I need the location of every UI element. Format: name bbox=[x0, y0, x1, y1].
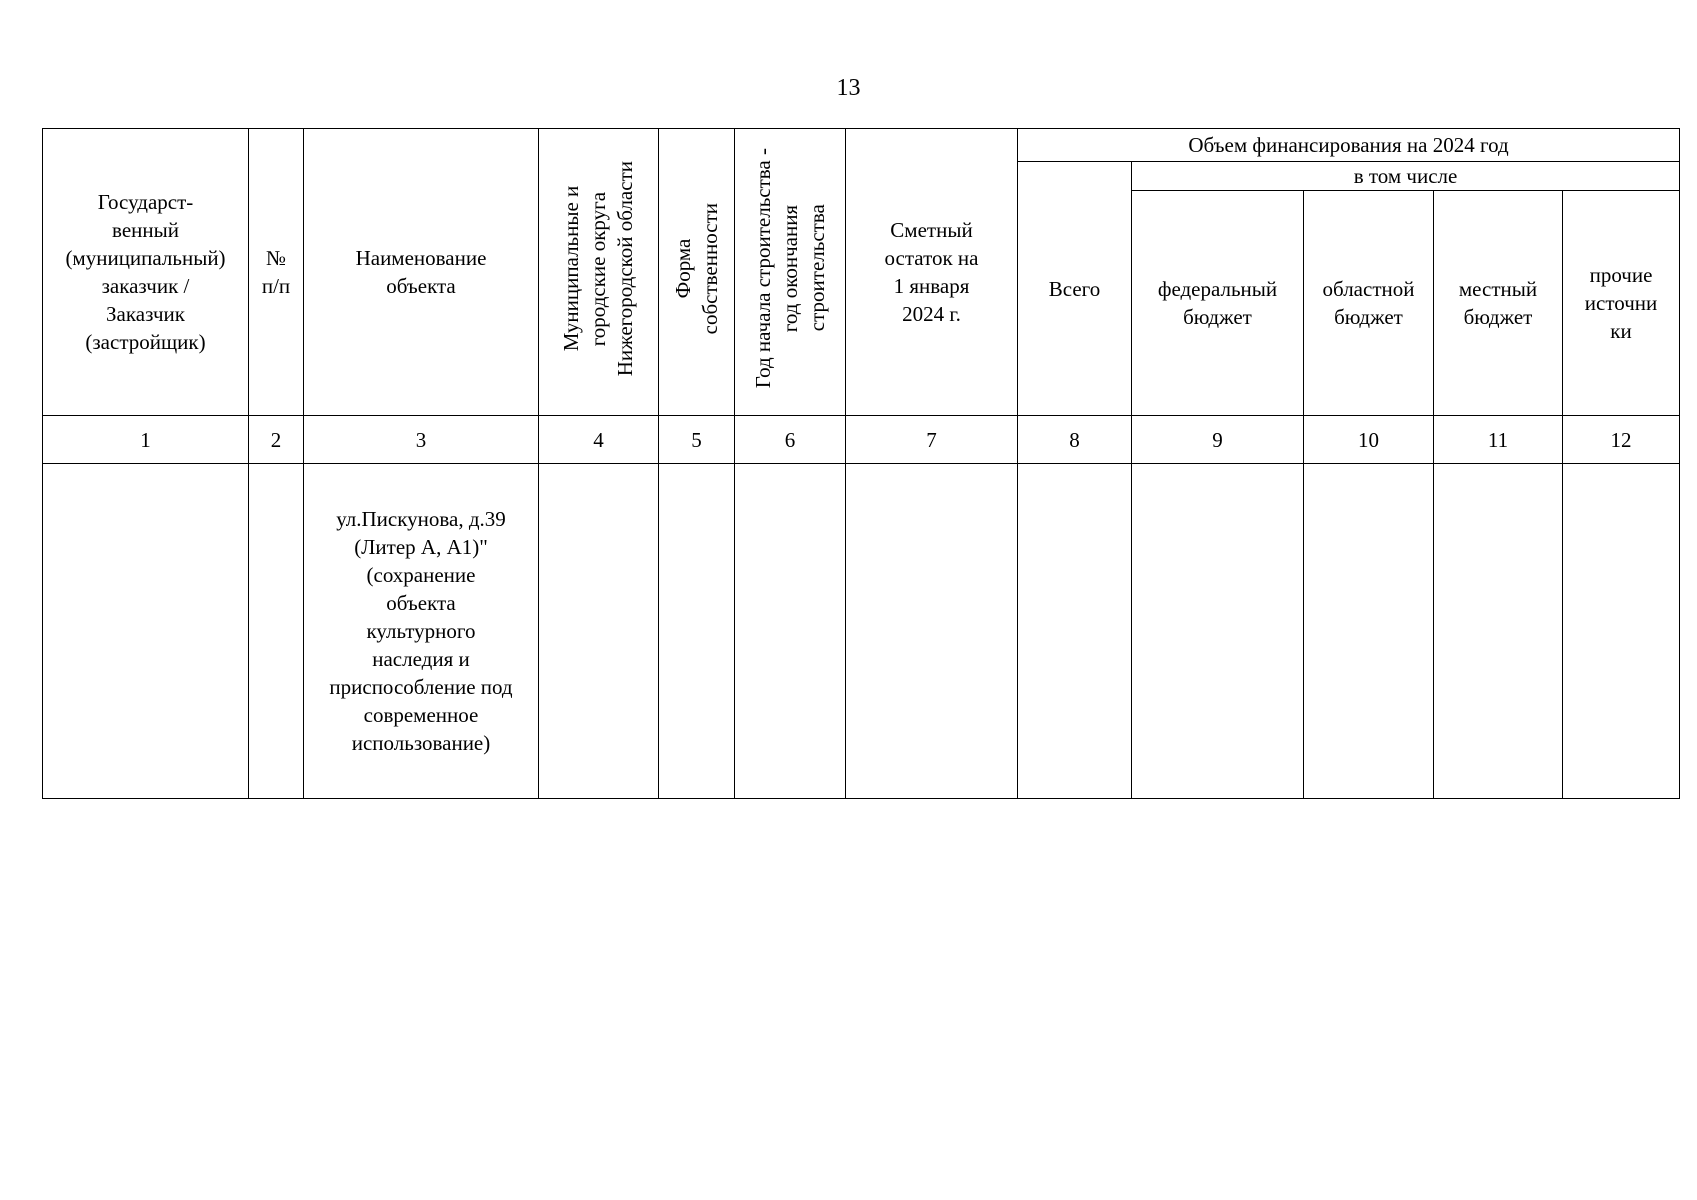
cell-number bbox=[249, 464, 304, 799]
header-local: местный бюджет bbox=[1434, 191, 1563, 416]
column-number: 9 bbox=[1132, 416, 1304, 464]
column-number: 4 bbox=[539, 416, 659, 464]
column-number: 5 bbox=[659, 416, 735, 464]
cell-total bbox=[1018, 464, 1132, 799]
cell-customer bbox=[43, 464, 249, 799]
header-customer: Государст- венный (муниципальный) заказчик / Заказчик (застройщик) bbox=[43, 129, 249, 416]
cell-years bbox=[735, 464, 846, 799]
header-estimate: Сметный остаток на 1 января 2024 г. bbox=[846, 129, 1018, 416]
column-number: 1 bbox=[43, 416, 249, 464]
header-funding-group: Объем финансирования на 2024 год bbox=[1018, 129, 1680, 162]
header-object-name: Наименование объекта bbox=[304, 129, 539, 416]
header-including: в том числе bbox=[1132, 162, 1680, 191]
column-number-row bbox=[43, 416, 1680, 464]
header-federal: федеральный бюджет bbox=[1132, 191, 1304, 416]
header-row-1 bbox=[43, 129, 1680, 162]
financing-table bbox=[42, 128, 1680, 799]
header-number: № п/п bbox=[249, 129, 304, 416]
column-number: 6 bbox=[735, 416, 846, 464]
header-years: Год начала строительства - год окончания строительства bbox=[735, 129, 846, 416]
cell-other bbox=[1563, 464, 1680, 799]
cell-regional bbox=[1304, 464, 1434, 799]
cell-object-name: ул.Пискунова, д.39 (Литер А, А1)" (сохранение объекта культурного наследия и приспособление под современное использование) bbox=[304, 464, 539, 799]
column-number: 10 bbox=[1304, 416, 1434, 464]
column-number: 2 bbox=[249, 416, 304, 464]
cell-local bbox=[1434, 464, 1563, 799]
column-number: 11 bbox=[1434, 416, 1563, 464]
table-row bbox=[43, 464, 1680, 799]
column-number: 3 bbox=[304, 416, 539, 464]
header-ownership: Форма собственности bbox=[659, 129, 735, 416]
header-municipalities: Муниципальные и городские округа Нижегородской области bbox=[539, 129, 659, 416]
header-other: прочие источни ки bbox=[1563, 191, 1680, 416]
column-number: 12 bbox=[1563, 416, 1680, 464]
header-total: Всего bbox=[1018, 162, 1132, 416]
header-regional: областной бюджет bbox=[1304, 191, 1434, 416]
column-number: 8 bbox=[1018, 416, 1132, 464]
cell-ownership bbox=[659, 464, 735, 799]
column-number: 7 bbox=[846, 416, 1018, 464]
cell-estimate bbox=[846, 464, 1018, 799]
cell-federal bbox=[1132, 464, 1304, 799]
page-number: 13 bbox=[836, 75, 861, 101]
cell-municipalities bbox=[539, 464, 659, 799]
